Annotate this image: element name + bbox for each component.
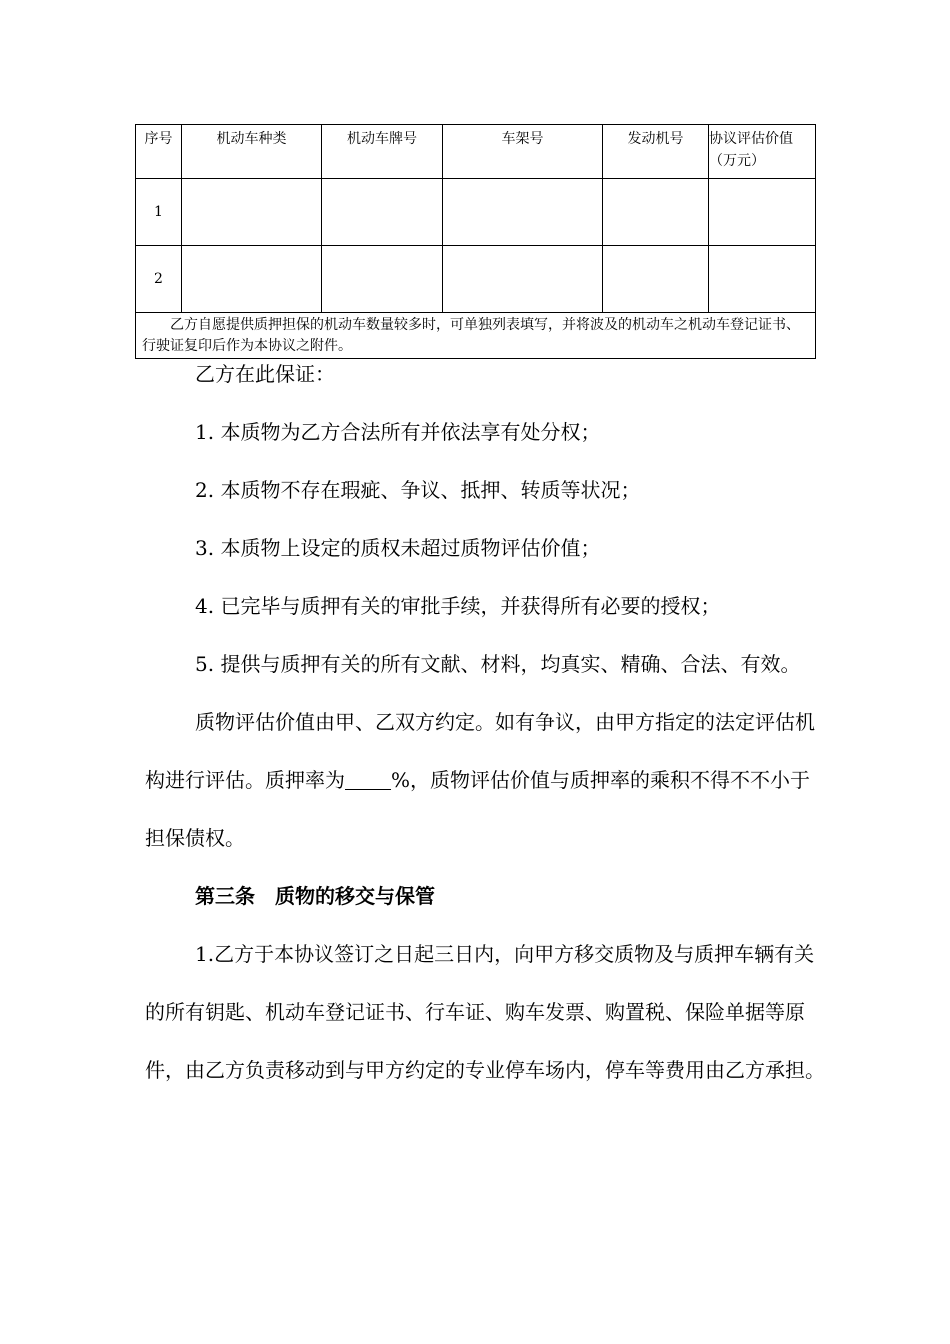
table-cell[interactable]	[182, 246, 322, 313]
header-plate-number: 机动车牌号	[322, 125, 443, 179]
header-vehicle-type: 机动车种类	[182, 125, 322, 179]
pledge-rate-blank[interactable]	[345, 769, 391, 790]
header-frame-number: 车架号	[443, 125, 603, 179]
guarantee-item: 2. 本质物不存在瑕疵、争议、抵押、转质等状况；	[195, 478, 641, 502]
row-seq: 2	[136, 246, 182, 313]
guarantee-item: 4. 已完毕与质押有关的审批手续，并获得所有必要的授权；	[195, 594, 721, 618]
table-cell[interactable]	[443, 246, 603, 313]
table-header-row	[136, 125, 816, 179]
guarantee-item: 1. 本质物为乙方合法所有并依法享有处分权；	[195, 420, 601, 444]
document-body	[145, 345, 825, 1099]
header-seq: 序号	[136, 125, 182, 179]
guarantee-item: 5. 提供与质押有关的所有文献、材料，均真实、精确、合法、有效。	[195, 652, 801, 676]
vehicle-table	[135, 124, 816, 359]
valuation-paragraph	[145, 693, 825, 867]
valuation-text-after: %，质物评估价值与质押率的乘积不得不不小于担保债权。	[145, 768, 811, 850]
table-row	[136, 246, 816, 313]
row-seq: 1	[136, 179, 182, 246]
table-note: 乙方自愿提供质押担保的机动车数量较多时，可单独列表填写，并将波及的机动车之机动车登记证书、行驶证复印后作为本协议之附件。	[136, 313, 816, 359]
table-cell[interactable]	[182, 179, 322, 246]
table-cell[interactable]	[322, 179, 443, 246]
table-cell[interactable]	[709, 179, 816, 246]
table-cell[interactable]	[603, 179, 709, 246]
article-3-heading: 第三条 质物的移交与保管	[195, 884, 435, 908]
table-cell[interactable]	[443, 179, 603, 246]
header-engine-number: 发动机号	[603, 125, 709, 179]
table-cell[interactable]	[709, 246, 816, 313]
table-row	[136, 179, 816, 246]
guarantee-intro: 乙方在此保证：	[195, 362, 335, 386]
table-cell[interactable]	[322, 246, 443, 313]
header-valuation: 协议评估价值（万元）	[709, 125, 816, 179]
article-3-paragraph-1: 1.乙方于本协议签订之日起三日内，向甲方移交质物及与质押车辆有关的所有钥匙、机动车登记证书、行车证、购车发票、购置税、保险单据等原件，由乙方负责移动到与甲方约定的专业停车场内，停车等费用由乙方承担。	[145, 942, 825, 1082]
table-cell[interactable]	[603, 246, 709, 313]
valuation-text-before: 质物评估价值由甲、乙双方约定。如有争议，由甲方指定的法定评估机构进行评估。质押率为	[145, 710, 815, 792]
guarantee-item: 3. 本质物上设定的质权未超过质物评估价值；	[195, 536, 601, 560]
